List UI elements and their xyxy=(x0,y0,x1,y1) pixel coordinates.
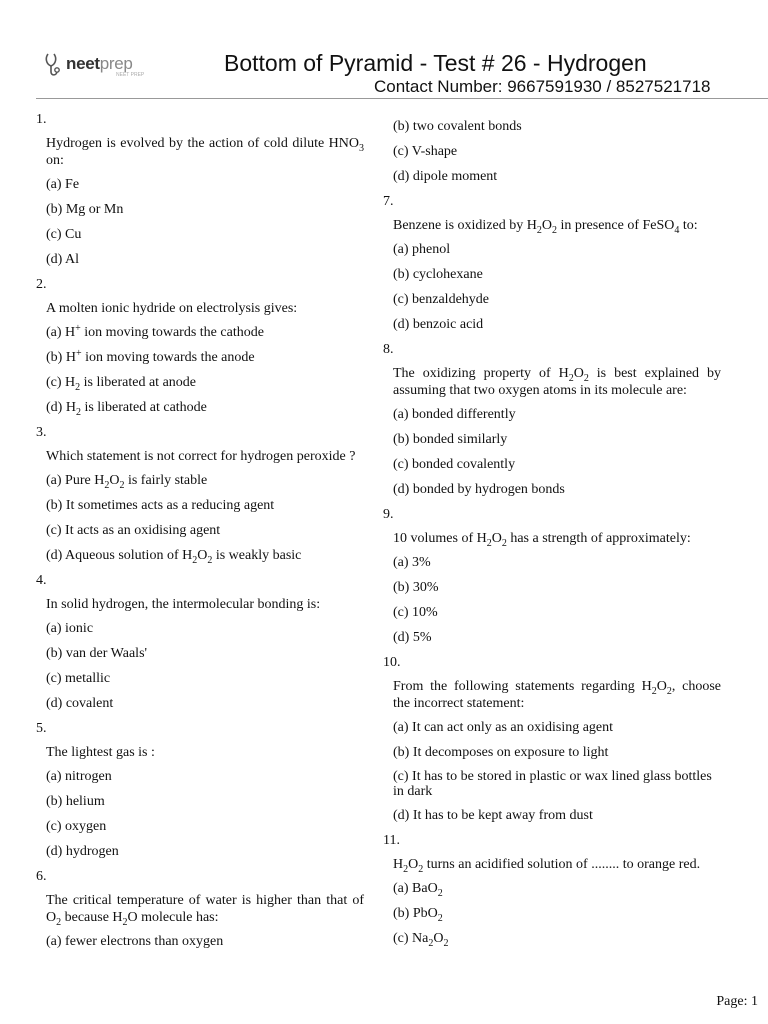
neetprep-logo xyxy=(44,52,154,80)
option-a: (a) fewer electrons than oxygen xyxy=(46,934,224,949)
question-5 xyxy=(36,720,364,860)
header-divider xyxy=(36,98,768,99)
option-a: (a) 3% xyxy=(393,555,431,570)
option-b: (b) PbO$_2$ xyxy=(393,906,443,924)
option-c: (c) V-shape xyxy=(393,144,458,159)
left-column xyxy=(36,106,364,958)
option-a: (a) nitrogen xyxy=(46,769,112,784)
option-b: (b) cyclohexane xyxy=(393,267,483,282)
option-c: (c) It acts as an oxidising agent xyxy=(46,523,221,538)
page-number: Page: 1 xyxy=(716,994,758,1009)
right-column xyxy=(383,106,721,955)
option-a: (a) bonded differently xyxy=(393,407,516,422)
option-a: (a) H+ ion moving towards the cathode xyxy=(46,323,264,340)
option-d: (d) bonded by hydrogen bonds xyxy=(393,482,565,497)
question-text: Benzene is oxidized by $H_2O_2$ in presence of FeSO$_4$ to: xyxy=(393,218,698,236)
question-text: The critical temperature of water is higher than that of $O_2$ because $H_2O$ molecule has: xyxy=(46,893,364,928)
option-a: (a) BaO$_2$ xyxy=(393,881,443,899)
option-a: (a) Pure $H_2O_2$ is fairly stable xyxy=(46,473,208,491)
question-number: 2. xyxy=(36,277,47,292)
question-number: 5. xyxy=(36,721,47,736)
option-c: (c) 10% xyxy=(393,605,438,620)
option-d: (d) covalent xyxy=(46,696,114,711)
question-text: 10 volumes of $H_2O_2$ has a strength of approximately: xyxy=(393,531,691,549)
question-number: 6. xyxy=(36,869,47,884)
option-b: (b) Mg or Mn xyxy=(46,202,124,217)
question-number: 9. xyxy=(383,507,394,522)
option-b: (b) It decomposes on exposure to light xyxy=(393,745,609,760)
question-text: Hydrogen is evolved by the action of cold dilute $HNO_3$ on: xyxy=(46,136,364,168)
option-c: (c) oxygen xyxy=(46,819,107,834)
option-d: (d) It has to be kept away from dust xyxy=(393,808,593,823)
question-1 xyxy=(36,111,364,268)
question-number: 8. xyxy=(383,342,394,357)
question-2 xyxy=(36,276,364,416)
option-b: (b) It sometimes acts as a reducing agent xyxy=(46,498,275,513)
option-d: (d) dipole moment xyxy=(393,169,498,184)
option-a: (a) Fe xyxy=(46,177,80,192)
stethoscope-icon xyxy=(44,52,66,78)
question-number: 4. xyxy=(36,573,47,588)
page-header xyxy=(0,0,768,100)
option-b: (b) H+ ion moving towards the anode xyxy=(46,348,255,365)
contact-number: Contact Number: 9667591930 / 8527521718 xyxy=(374,77,711,96)
question-6-continued xyxy=(383,118,721,185)
option-c: (c) bonded covalently xyxy=(393,457,516,472)
page-title: Bottom of Pyramid - Test # 26 - Hydrogen xyxy=(224,50,647,76)
option-b: (b) two covalent bonds xyxy=(393,119,522,134)
question-text: In solid hydrogen, the intermolecular bonding is: xyxy=(46,597,321,612)
question-3 xyxy=(36,424,364,564)
question-8 xyxy=(383,341,721,498)
option-a: (a) It can act only as an oxidising agent xyxy=(393,720,614,735)
option-a: (a) ionic xyxy=(46,621,94,636)
option-d: (d) Al xyxy=(46,252,80,267)
option-d: (d) $H_2$ is liberated at cathode xyxy=(46,400,207,418)
question-text: A molten ionic hydride on electrolysis gives: xyxy=(46,301,298,316)
option-c: (c) $H_2$ is liberated at anode xyxy=(46,375,196,393)
question-11 xyxy=(383,832,721,947)
question-number: 1. xyxy=(36,112,47,127)
option-b: (b) van der Waals' xyxy=(46,646,148,661)
question-text: The lightest gas is : xyxy=(46,745,155,760)
question-9 xyxy=(383,506,721,646)
option-c: (c) $Na_2O_2$ xyxy=(393,931,449,949)
question-text: $H_2O_2$ turns an acidified solution of ........ to orange red. xyxy=(393,857,701,875)
option-b: (b) 30% xyxy=(393,580,439,595)
option-b: (b) bonded similarly xyxy=(393,432,508,447)
option-d: (d) benzoic acid xyxy=(393,317,484,332)
question-text: From the following statements regarding $H_2O_2$, choose the incorrect statement: xyxy=(393,679,721,711)
logo-tagline: NEET PREP xyxy=(116,72,145,78)
option-d: (d) hydrogen xyxy=(46,844,119,859)
option-d: (d) 5% xyxy=(393,630,432,645)
question-10 xyxy=(383,654,721,824)
option-c: (c) benzaldehyde xyxy=(393,292,489,307)
question-6 xyxy=(36,868,364,950)
question-number: 3. xyxy=(36,425,47,440)
logo-wordmark: neetprep xyxy=(66,54,133,73)
option-b: (b) helium xyxy=(46,794,105,809)
option-d: (d) Aqueous solution of $H_2O_2$ is weakly basic xyxy=(46,548,302,566)
option-a: (a) phenol xyxy=(393,242,451,257)
question-text: Which statement is not correct for hydrogen peroxide ? xyxy=(46,449,356,464)
question-number: 10. xyxy=(383,655,401,670)
option-c: (c) metallic xyxy=(46,671,111,686)
option-c: (c) Cu xyxy=(46,227,82,242)
question-number: 11. xyxy=(383,833,400,848)
question-4 xyxy=(36,572,364,712)
question-text: The oxidizing property of $H_2O_2$ is best explained by assuming that two oxygen atoms in its molecule are: xyxy=(393,366,721,398)
option-c: (c) It has to be stored in plastic or wax lined glass bottles in dark xyxy=(393,769,712,799)
question-number: 7. xyxy=(383,194,394,209)
question-7 xyxy=(383,193,721,333)
